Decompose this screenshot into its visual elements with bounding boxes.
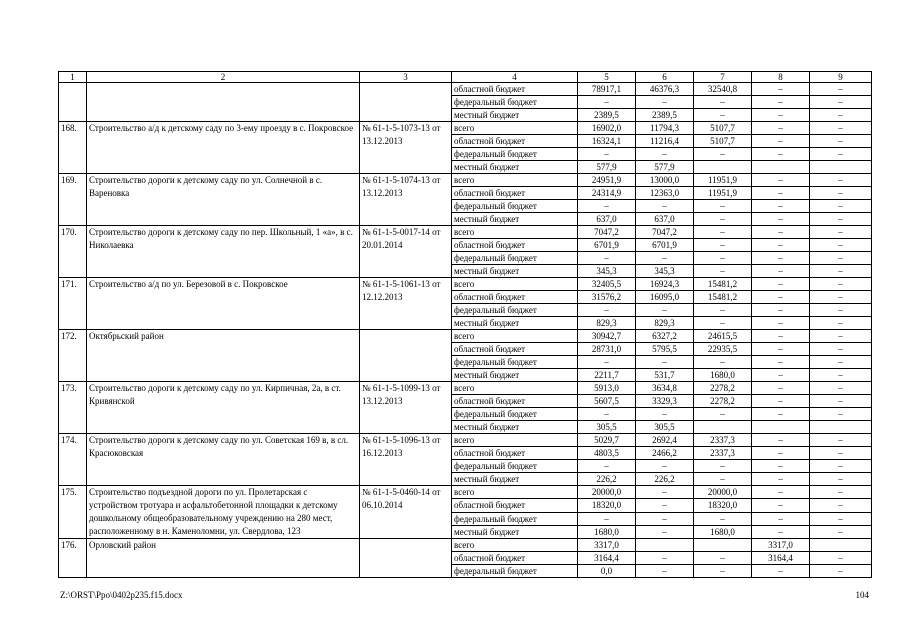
column-number: 1 [59,72,87,83]
amount-cell: – [810,473,872,486]
object-name: Строительство подъездной дороги по ул. Пролетарская с устройством тротуара и асфальтобетонной площадки к детскому дошкольному общеобразовательному учреждению на 280 мест, расположенному в н. Каменоломни, ул. Свердлова, 123 [87,486,360,539]
funding-source: федеральный бюджет [452,96,578,109]
amount-cell: – [578,200,636,213]
column-number: 5 [578,72,636,83]
budget-table [58,71,872,578]
funding-source: областной бюджет [452,291,578,304]
funding-source: областной бюджет [452,135,578,148]
amount-cell: – [810,434,872,447]
amount-cell: – [636,96,694,109]
amount-cell: – [694,317,752,330]
amount-cell [694,421,752,434]
amount-cell: – [752,96,810,109]
amount-cell: 18320,0 [578,499,636,512]
amount-cell: – [578,96,636,109]
document-ref: № 61-1-5-1073-13 от 13.12.2013 [360,122,452,174]
amount-cell: – [752,135,810,148]
amount-cell: – [810,343,872,356]
amount-cell: – [694,252,752,265]
amount-cell: 1680,0 [694,525,752,538]
amount-cell: – [810,447,872,460]
amount-cell: 226,2 [578,473,636,486]
amount-cell: 22935,5 [694,343,752,356]
document-ref: № 61-1-5-0017-14 от 20.01.2014 [360,226,452,278]
amount-cell: – [694,239,752,252]
amount-cell: – [636,148,694,161]
amount-cell: – [694,356,752,369]
amount-cell: – [810,330,872,343]
document-ref: № 61-1-5-1074-13 от 13.12.2013 [360,174,452,226]
amount-cell: 3164,4 [578,552,636,565]
column-number: 8 [752,72,810,83]
amount-cell: – [694,213,752,226]
amount-cell: – [752,447,810,460]
amount-cell: 32405,5 [578,278,636,291]
amount-cell: – [810,460,872,473]
amount-cell: – [752,382,810,395]
table-row [59,122,872,135]
amount-cell: 11794,3 [636,122,694,135]
amount-cell: – [752,525,810,538]
row-number: 172. [59,330,87,382]
amount-cell: 20000,0 [578,486,636,499]
amount-cell: – [810,395,872,408]
amount-cell: 5029,7 [578,434,636,447]
funding-source: областной бюджет [452,395,578,408]
column-number: 6 [636,72,694,83]
funding-source: местный бюджет [452,525,578,538]
amount-cell: – [752,473,810,486]
amount-cell: 577,9 [636,161,694,174]
amount-cell: – [694,552,752,565]
amount-cell: – [752,265,810,278]
amount-cell: 24314,9 [578,187,636,200]
amount-cell: 5795,5 [636,343,694,356]
amount-cell: – [636,252,694,265]
amount-cell: – [578,148,636,161]
amount-cell: 5107,7 [694,135,752,148]
funding-source: всего [452,226,578,239]
funding-source: местный бюджет [452,213,578,226]
amount-cell: – [810,525,872,538]
amount-cell: – [636,460,694,473]
amount-cell: 15481,2 [694,278,752,291]
document-ref: № 61-1-5-1099-13 от 13.12.2013 [360,382,452,434]
funding-source: всего [452,539,578,552]
amount-cell: – [694,304,752,317]
amount-cell: 4803,5 [578,447,636,460]
amount-cell: – [810,83,872,96]
funding-source: всего [452,278,578,291]
object-name: Строительство дороги к детскому саду по ул. Советская 169 в, в сл. Красюковская [87,434,360,486]
file-path: Z:\ORST\Ppo\0402p235.f15.docx [60,590,183,600]
funding-source: областной бюджет [452,552,578,565]
funding-source: местный бюджет [452,265,578,278]
funding-source: всего [452,486,578,499]
amount-cell: 31576,2 [578,291,636,304]
amount-cell: – [752,460,810,473]
funding-source: областной бюджет [452,343,578,356]
funding-source: федеральный бюджет [452,148,578,161]
amount-cell: – [752,486,810,499]
amount-cell: – [752,109,810,122]
amount-cell: – [636,512,694,525]
amount-cell: – [810,96,872,109]
amount-cell: – [694,460,752,473]
amount-cell: 2211,7 [578,369,636,382]
row-number: 170. [59,226,87,278]
table-row [59,226,872,239]
amount-cell: – [752,200,810,213]
amount-cell: 2389,5 [636,109,694,122]
amount-cell: – [752,148,810,161]
amount-cell: 2278,2 [694,395,752,408]
amount-cell: – [810,213,872,226]
amount-cell: – [636,200,694,213]
amount-cell: – [810,408,872,421]
amount-cell [810,539,872,552]
amount-cell: 2692,4 [636,434,694,447]
funding-source: местный бюджет [452,421,578,434]
amount-cell: 78917,1 [578,83,636,96]
amount-cell: – [752,226,810,239]
amount-cell: 5107,7 [694,122,752,135]
funding-source: федеральный бюджет [452,356,578,369]
amount-cell: 18320,0 [694,499,752,512]
amount-cell: 345,3 [636,265,694,278]
amount-cell: – [810,512,872,525]
table-row [59,330,872,343]
amount-cell: – [694,148,752,161]
amount-cell: – [810,565,872,578]
row-number: 169. [59,174,87,226]
page-number: 104 [855,590,869,600]
table-row [59,382,872,395]
amount-cell: – [752,187,810,200]
amount-cell: – [752,291,810,304]
amount-cell: – [752,122,810,135]
amount-cell: 24615,5 [694,330,752,343]
amount-cell [636,539,694,552]
amount-cell: – [810,317,872,330]
amount-cell: 30942,7 [578,330,636,343]
table-row [59,83,872,96]
amount-cell: 2389,5 [578,109,636,122]
amount-cell: 46376,3 [636,83,694,96]
amount-cell: – [752,434,810,447]
amount-cell: – [578,408,636,421]
amount-cell: – [810,148,872,161]
amount-cell: – [636,552,694,565]
amount-cell: – [810,252,872,265]
amount-cell: – [578,356,636,369]
amount-cell: 28731,0 [578,343,636,356]
amount-cell: 3317,0 [752,539,810,552]
object-name: Строительство дороги к детскому саду по ул. Кирпичная, 2а, в ст. Кривянской [87,382,360,434]
amount-cell: – [810,109,872,122]
funding-source: всего [452,382,578,395]
amount-cell: – [752,395,810,408]
funding-source: федеральный бюджет [452,512,578,525]
amount-cell: 1680,0 [578,525,636,538]
object-name: Строительство а/д к детскому саду по 3-ему проезду в с. Покровское [87,122,360,174]
row-number: 174. [59,434,87,486]
amount-cell: 531,7 [636,369,694,382]
amount-cell: – [810,291,872,304]
amount-cell: 6327,2 [636,330,694,343]
amount-cell: – [810,304,872,317]
funding-source: областной бюджет [452,499,578,512]
amount-cell: – [752,252,810,265]
amount-cell: – [694,226,752,239]
funding-source: областной бюджет [452,187,578,200]
object-name: Октябрьский район [87,330,360,382]
amount-cell: – [636,408,694,421]
column-number: 3 [360,72,452,83]
amount-cell: 1680,0 [694,369,752,382]
amount-cell: – [694,200,752,213]
table-row [59,278,872,291]
amount-cell: – [810,499,872,512]
amount-cell: – [636,499,694,512]
amount-cell: 16324,1 [578,135,636,148]
row-number: 171. [59,278,87,330]
amount-cell: 637,0 [636,213,694,226]
amount-cell: – [578,252,636,265]
amount-cell: – [694,265,752,278]
amount-cell: – [752,343,810,356]
amount-cell: 11216,4 [636,135,694,148]
amount-cell: 2337,3 [694,447,752,460]
amount-cell: – [810,187,872,200]
amount-cell: – [694,96,752,109]
amount-cell: – [694,109,752,122]
amount-cell: – [810,135,872,148]
amount-cell: 3317,0 [578,539,636,552]
amount-cell: – [694,565,752,578]
amount-cell [752,421,810,434]
amount-cell: – [752,239,810,252]
amount-cell: – [578,512,636,525]
funding-source: областной бюджет [452,239,578,252]
amount-cell: 2278,2 [694,382,752,395]
amount-cell: 5913,0 [578,382,636,395]
amount-cell: 829,3 [578,317,636,330]
amount-cell: – [694,512,752,525]
object-name: Строительство дороги к детскому саду по пер. Школьный, 1 «а», в с. Николаевка [87,226,360,278]
amount-cell: – [810,122,872,135]
funding-source: местный бюджет [452,109,578,122]
table-row [59,486,872,499]
funding-source: федеральный бюджет [452,460,578,473]
amount-cell: 20000,0 [694,486,752,499]
amount-cell [752,161,810,174]
amount-cell: – [752,278,810,291]
funding-source: всего [452,174,578,187]
amount-cell: 305,5 [578,421,636,434]
document-ref: № 61-1-5-0460-14 от 06.10.2014 [360,486,452,539]
amount-cell: – [636,525,694,538]
table-row [59,539,872,552]
amount-cell: 3164,4 [752,552,810,565]
amount-cell: – [752,369,810,382]
amount-cell [694,539,752,552]
amount-cell [810,161,872,174]
amount-cell: – [810,278,872,291]
amount-cell: – [636,304,694,317]
amount-cell: 829,3 [636,317,694,330]
amount-cell: 15481,2 [694,291,752,304]
funding-source: федеральный бюджет [452,565,578,578]
document-ref [360,83,452,122]
amount-cell: 16924,3 [636,278,694,291]
amount-cell: 2466,2 [636,447,694,460]
table-row [59,174,872,187]
amount-cell: – [752,304,810,317]
amount-cell [694,161,752,174]
amount-cell: 3634,8 [636,382,694,395]
amount-cell: 637,0 [578,213,636,226]
amount-cell: 13000,0 [636,174,694,187]
object-name: Строительство дороги к детскому саду по ул. Солнечной в с. Вареновка [87,174,360,226]
amount-cell: 16095,0 [636,291,694,304]
amount-cell: 32540,8 [694,83,752,96]
row-number: 168. [59,122,87,174]
amount-cell: – [636,356,694,369]
row-number: 175. [59,486,87,539]
amount-cell: – [810,200,872,213]
funding-source: областной бюджет [452,83,578,96]
amount-cell: 12363,0 [636,187,694,200]
funding-source: областной бюджет [452,447,578,460]
amount-cell: – [752,356,810,369]
object-name: Строительство а/д по ул. Березовой в с. Покровское [87,278,360,330]
amount-cell: 2337,3 [694,434,752,447]
amount-cell: – [752,174,810,187]
document-ref [360,330,452,382]
object-name: Орловский район [87,539,360,578]
amount-cell: 11951,9 [694,174,752,187]
amount-cell: – [752,512,810,525]
amount-cell: – [752,408,810,421]
amount-cell: 7047,2 [578,226,636,239]
column-number: 2 [87,72,360,83]
row-number [59,83,87,122]
object-name [87,83,360,122]
amount-cell: 226,2 [636,473,694,486]
funding-source: местный бюджет [452,473,578,486]
amount-cell: – [810,226,872,239]
amount-cell: 6701,9 [578,239,636,252]
row-number: 176. [59,539,87,578]
amount-cell: – [636,565,694,578]
funding-source: федеральный бюджет [452,252,578,265]
funding-source: местный бюджет [452,317,578,330]
amount-cell: – [636,486,694,499]
amount-cell: 345,3 [578,265,636,278]
amount-cell: 305,5 [636,421,694,434]
amount-cell: – [752,83,810,96]
amount-cell: 11951,9 [694,187,752,200]
amount-cell: – [752,565,810,578]
funding-source: федеральный бюджет [452,200,578,213]
column-number: 9 [810,72,872,83]
amount-cell: – [578,304,636,317]
amount-cell: – [578,460,636,473]
amount-cell: – [810,356,872,369]
amount-cell: – [694,408,752,421]
amount-cell: – [810,382,872,395]
amount-cell: – [810,486,872,499]
funding-source: всего [452,434,578,447]
amount-cell: – [752,330,810,343]
amount-cell: 6701,9 [636,239,694,252]
amount-cell [810,421,872,434]
amount-cell: – [810,174,872,187]
document-ref: № 61-1-5-1061-13 от 12.12.2013 [360,278,452,330]
amount-cell: – [810,369,872,382]
amount-cell: 3329,3 [636,395,694,408]
amount-cell: 16902,0 [578,122,636,135]
row-number: 173. [59,382,87,434]
funding-source: федеральный бюджет [452,408,578,421]
amount-cell: – [752,499,810,512]
amount-cell: 577,9 [578,161,636,174]
funding-source: местный бюджет [452,369,578,382]
amount-cell: – [752,213,810,226]
amount-cell: – [752,317,810,330]
amount-cell: – [694,473,752,486]
column-number-row [59,72,872,83]
column-number: 7 [694,72,752,83]
funding-source: всего [452,330,578,343]
amount-cell: – [810,552,872,565]
amount-cell: 5607,5 [578,395,636,408]
amount-cell: 24951,9 [578,174,636,187]
amount-cell: – [810,239,872,252]
column-number: 4 [452,72,578,83]
amount-cell: 7047,2 [636,226,694,239]
funding-source: федеральный бюджет [452,304,578,317]
amount-cell: 0,0 [578,565,636,578]
funding-source: местный бюджет [452,161,578,174]
document-ref [360,539,452,578]
amount-cell: – [810,265,872,278]
document-ref: № 61-1-5-1096-13 от 16.12.2013 [360,434,452,486]
funding-source: всего [452,122,578,135]
table-row [59,434,872,447]
